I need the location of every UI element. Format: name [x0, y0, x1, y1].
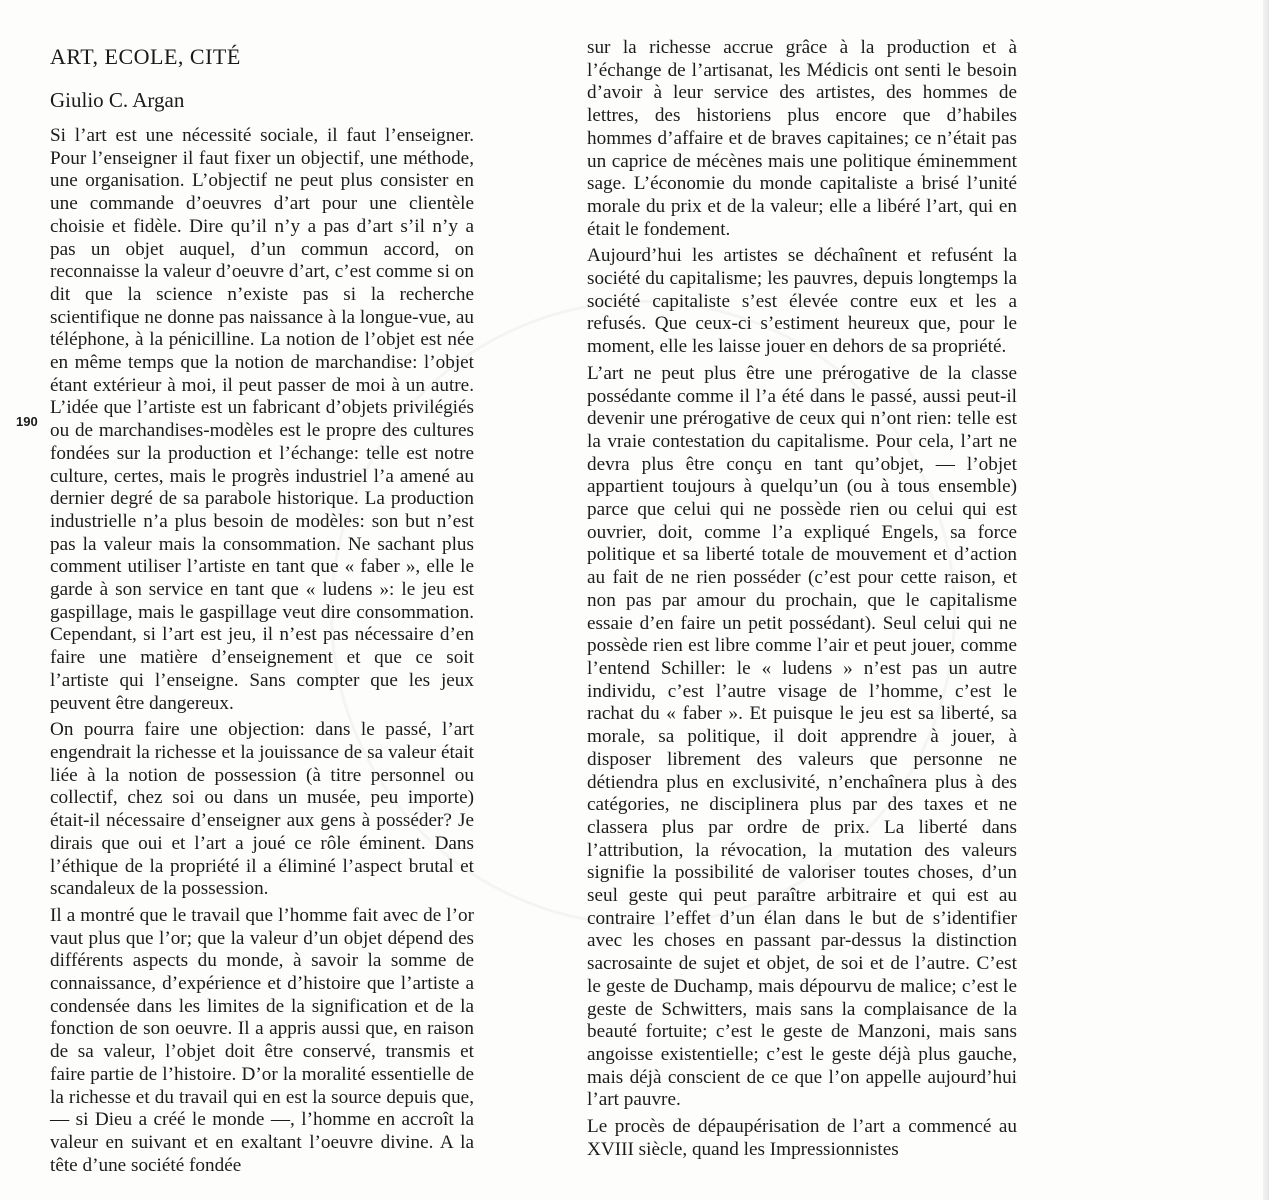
- article-title: ART, ECOLE, CITÉ: [50, 44, 241, 69]
- paragraph: On pourra faire une objection: dans le passé, l’art engendrait la richesse et la jouissance de sa valeur était liée à la notion de possession (à titre personnel ou collectif, chez soi ou dans un musée, peu importe) était-il nécessaire d’enseigner aux gens à posséder? Je dirais que oui et l’art a joué ce rôle éminent. Dans l’éthique de la propriété il a éliminé l’aspect brutal et scandaleux de la possession.: [50, 719, 474, 900]
- paragraph: Le procès de dépaupérisation de l’art a commencé au XVIII siècle, quand les Impressionnistes: [587, 1116, 1017, 1160]
- page-edge: [1263, 0, 1269, 1200]
- paragraph: Il a montré que le travail que l’homme fait avec de l’or vaut plus que l’or; que la valeur d’un objet dépend des différents aspects du monde, à savoir la somme de connaissance, d’expérience et d’histoire que l’artiste a condensée dans les limites de la signification et de la fonction de son oeuvre. Il a appris aussi que, en raison de sa valeur, l’objet doit être conservé, transmis et faire partie de l’histoire. D’or la moralité essentielle de la richesse et du travail qui en est la source depuis que, — si Dieu a créé le monde —, l’homme en accroît la valeur en suivant et en exaltant l’oeuvre divine. A la tête d’une société fondée: [50, 904, 474, 1176]
- left-text-column: [50, 125, 474, 1181]
- paragraph: Si l’art est une nécessité sociale, il faut l’enseigner. Pour l’enseigner il faut fixer un objectif, une méthode, une organisation. L’objectif ne peut plus consister en une commande d’oeuvres d’art pour une clientèle choisie et fidèle. Dire qu’il n’y a pas d’art s’il n’y a pas un objet auquel, d’un commun accord, on reconnaisse la valeur d’oeuvre d’art, c’est comme si on dit que la science n’existe pas si la recherche scientifique ne donne pas naissance à la longue-vue, au téléphone, à la pénicilline. La notion de l’objet est née en même temps que la notion de marchandise: l’objet étant extérieur à moi, il peut passer de moi à un autre. L’idée que l’artiste est un fabricant d’objets privilégiés ou de marchandises-modèles est le propre des cultures fondées sur la production et l’échange: telle est notre culture, certes, mais le progrès industriel l’a amené au dernier degré de sa parabole historique. La production industrielle n’a plus besoin de modèles: son but n’est pas la valeur mais la consommation. Ne sachant plus comment utiliser l’artiste en tant que « faber », elle le garde à son service en tant que « ludens »: le jeu est gaspillage, mais le gaspillage veut dire consommation. Cependant, si l’art est jeu, il n’est pas nécessaire d’en faire une matière d’enseignement et que ce soit l’artiste qui l’enseigne. Sans compter que les jeux peuvent être dangereux.: [50, 125, 474, 714]
- paragraph: sur la richesse accrue grâce à la production et à l’échange de l’artisanat, les Médicis ont senti le besoin d’avoir à leur service des artistes, des hommes de lettres, des historiens plus encore que d’habiles hommes d’affaire et de braves capitaines; ce n’était pas un caprice de mécènes mais une politique éminemment sage. L’économie du monde capitaliste a brisé l’unité morale du prix et de la valeur; elle a libéré l’art, qui en était le fondement.: [587, 37, 1017, 240]
- paragraph: L’art ne peut plus être une prérogative de la classe possédante comme il l’a été dans le passé, aussi peut-il devenir une prérogative de ceux qui n’ont rien: telle est la vraie contestation du capitalisme. Pour cela, l’art ne devra plus être conçu en tant qu’objet, — l’objet appartient toujours à quelqu’un (ou à tous ensemble) parce que celui qui ne possède rien ou celui qui est ouvrier, doit, comme l’a expliqué Engels, sa force politique et sa liberté totale de mouvement et d’action au fait de ne rien posséder (c’est pour cette raison, et non pas par amour du prochain, que le capitalisme essaie d’en faire un petit possédant). Seul celui qui ne possède rien est libre comme l’air et peut jouer, comme l’entend Schiller: le « ludens » n’est pas un autre individu, c’est l’autre visage de l’homme, c’est le rachat du « faber ». Et puisque le jeu est sa liberté, sa morale, sa politique, il doit apprendre à jouer, à disposer librement des valeurs que personne ne détiendra plus en exclusivité, n’enchaînera plus à des catégories, ne disciplinera plus par des taxes et ne classera plus par ordre de prix. La liberté dans l’attribution, la révocation, la mutation des valeurs signifie la possibilité de valoriser toutes choses, d’un seul geste qui peut paraître arbitraire et qui est au contraire l’effet d’un élan dans le but de s’identifier avec les choses en passant par-dessus la distinction sacrosainte de sujet et objet, de soi et de l’autre. C’est le geste de Duchamp, mais dépourvu de malice; c’est le geste de Schwitters, mais sans la complaisance de la beauté fortuite; c’est le geste de Manzoni, mais sans angoisse existentielle; c’est le geste déjà plus gauche, mais déjà conscient de ce que l’on appelle aujourd’hui l’art pauvre.: [587, 362, 1017, 1111]
- page-number: 190: [16, 414, 38, 429]
- paragraph: Aujourd’hui les artistes se déchaînent et refusént la société du capitalisme; les pauvres, depuis longtemps la société capitaliste s’est élevée contre eux et les a refusés. Que ceux-ci s’estiment heureux que, pour le moment, elle les laisse jouer en dehors de sa propriété.: [587, 245, 1017, 358]
- article-author: Giulio C. Argan: [50, 88, 185, 112]
- right-text-column: [587, 37, 1017, 1165]
